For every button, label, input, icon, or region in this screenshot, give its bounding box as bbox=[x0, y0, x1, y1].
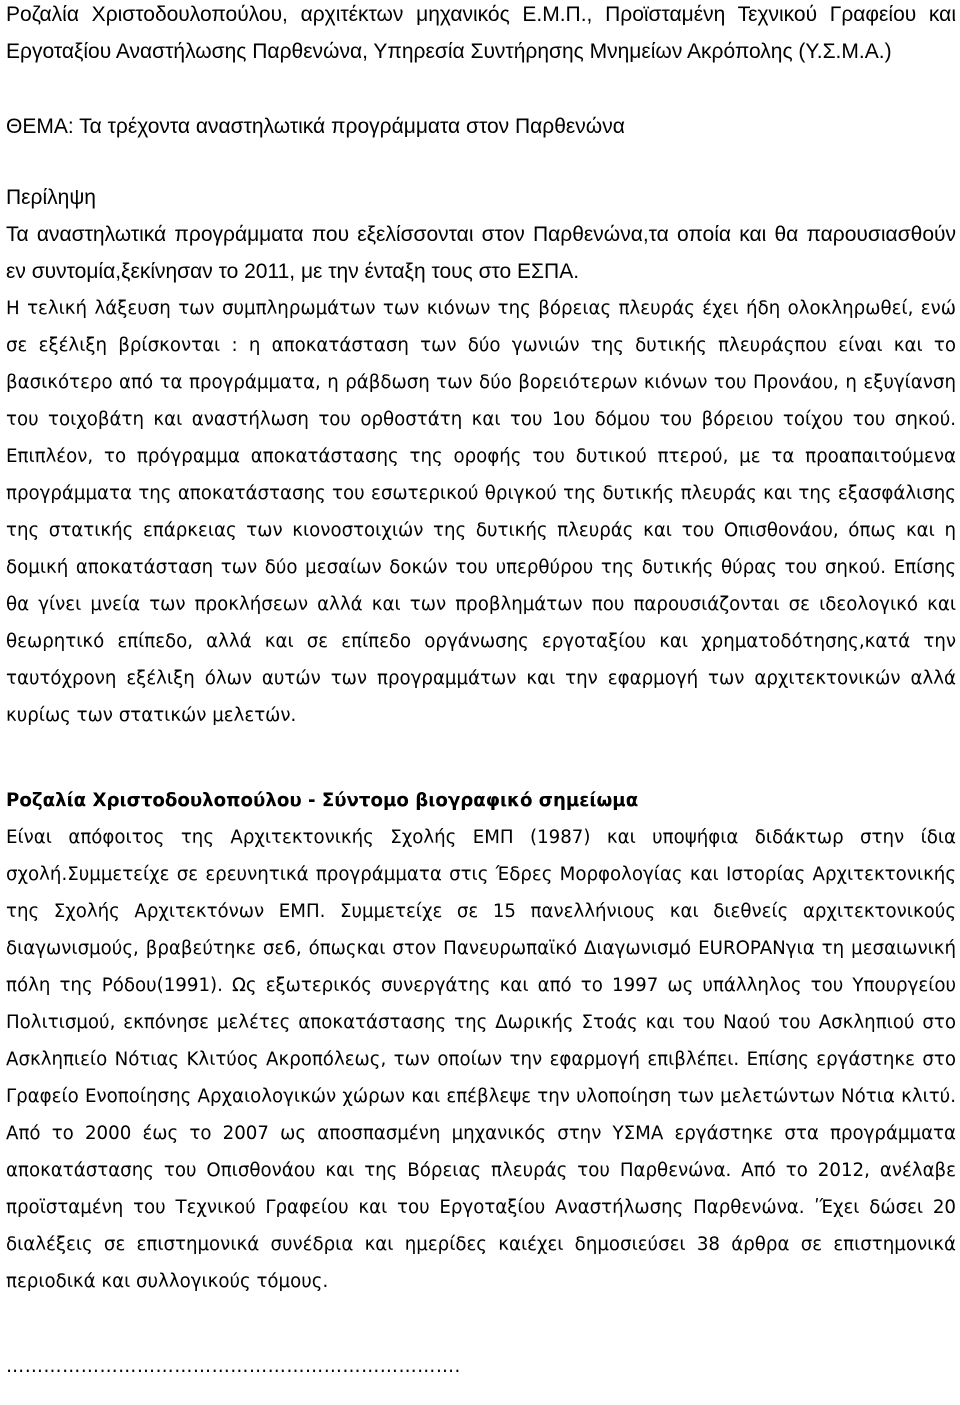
summary-intro-paragraph: Τα αναστηλωτικά προγράμματα που εξελίσσονται στον Παρθενώνα,τα οποία και θα παρουσιασθούν εν συντομία,ξεκίνησαν το 2011, με την ένταξη τους στο ΕΣΠΑ. bbox=[6, 223, 956, 283]
closing-dots: ………………………………………………………………. bbox=[6, 1356, 461, 1377]
summary-label: Περίληψη bbox=[6, 186, 96, 209]
author-affiliation: Ροζαλία Χριστοδουλοπούλου, αρχιτέκτων μηχανικός Ε.Μ.Π., Προϊσταμένη Τεχνικού Γραφείου και Εργοταξίου Αναστήλωσης Παρθενώνα, Υπηρεσία Συντήρησης Μνημείων Ακρόπολης (Υ.Σ.Μ.Α.) bbox=[6, 3, 956, 63]
topic-heading: ΘΕΜΑ: Τα τρέχοντα αναστηλωτικά προγράμματα στον Παρθενώνα bbox=[6, 115, 625, 138]
summary-body-paragraph: Η τελική λάξευση των συμπληρωμάτων των κιόνων της βόρειας πλευράς έχει ήδη ολοκληρωθεί, ενώ σε εξέλιξη βρίσκονται : η αποκατάσταση των δύο γωνιών της δυτικής πλευράςπου είναι και το βασικότερο από τα προγράμματα, η ράβδωση των δύο βορειότερων κιόνων του Προνάου, η εξυγίανση του τοιχοβάτη και αναστήλωση του ορθοστάτη και του 1ου δόμου του βόρειου τοίχου του σηκού. Επιπλέον, το πρόγραμμα αποκατάστασης της οροφής του δυτικού πτερού, με τα προαπαιτούμενα προγράμματα της αποκατάστασης του εσωτερικού θριγκού της δυτικής πλευράς και της εξασφάλισης της στατικής επάρκειας των κιονοστοιχιών της δυτικής πλευράς και του Οπισθονάου, όπως και η δομική αποκατάσταση των δύο μεσαίων δοκών του υπερθύρου της δυτικής θύρας του σηκού. Επίσης θα γίνει μνεία των προκλήσεων αλλά και των προβλημάτων που παρουσιάζονται σε ιδεολογικό και θεωρητικό επίπεδο, αλλά και σε επίπεδο οργάνωσης εργοταξίου και χρηματοδότησης,κατά την ταυτόχρονη εξέλιξη όλων αυτών των προγραμμάτων και την εφαρμογή των αρχιτεκτονικών αλλά κυρίως των στατικών μελετών. bbox=[6, 298, 956, 726]
document-page bbox=[6, 0, 956, 1385]
bio-title: Ροζαλία Χριστοδουλοπούλου - Σύντομο βιογραφικό σημείωμα bbox=[6, 790, 639, 811]
bio-paragraph: Είναι απόφοιτος της Αρχιτεκτονικής Σχολής ΕΜΠ (1987) και υποψήφια διδάκτωρ στην ίδια σχολή.Συμμετείχε σε ερευνητικά προγράμματα στις Έδρες Μορφολογίας και Ιστορίας Αρχιτεκτονικής της Σχολής Αρχιτεκτόνων ΕΜΠ. Συμμετείχε σε 15 πανελλήνιους και διεθνείς αρχιτεκτονικούς διαγωνισμούς, βραβεύτηκε σε6, όπωςκαι στον Πανευρωπαϊκό Διαγωνισμό EUROPANγια τη μεσαιωνική πόλη της Ρόδου(1991). Ως εξωτερικός συνεργάτης και από το 1997 ως υπάλληλος του Υπουργείου Πολιτισμού, εκπόνησε μελέτες αποκατάστασης της Δωρικής Στοάς και του Ναού του Ασκληπιού στο Ασκληπιείο Νότιας Κλιτύος Ακροπόλεως, των οποίων την εφαρμογή επιβλέπει. Επίσης εργάστηκε στο Γραφείο Ενοποίησης Αρχαιολογικών χώρων και επέβλεψε την υλοποίηση των μελετώντων Νότια κλιτύ. Από το 2000 έως το 2007 ως αποσπασμένη μηχανικός στην ΥΣΜΑ εργάστηκε στα προγράμματα αποκατάστασης του Οπισθονάου και της Βόρειας πλευράς του Παρθενώνα. Από το 2012, ανέλαβε προϊσταμένη του Τεχνικού Γραφείου και του Εργοταξίου Αναστήλωσης Παρθενώνα. ʹΈχει δώσει 20 διαλέξεις σε επιστημονικά συνέδρια και ημερίδες καιέχει δημοσιεύσει 38 άρθρα σε επιστημονικά περιοδικά και συλλογικούς τόμους. bbox=[6, 827, 956, 1292]
